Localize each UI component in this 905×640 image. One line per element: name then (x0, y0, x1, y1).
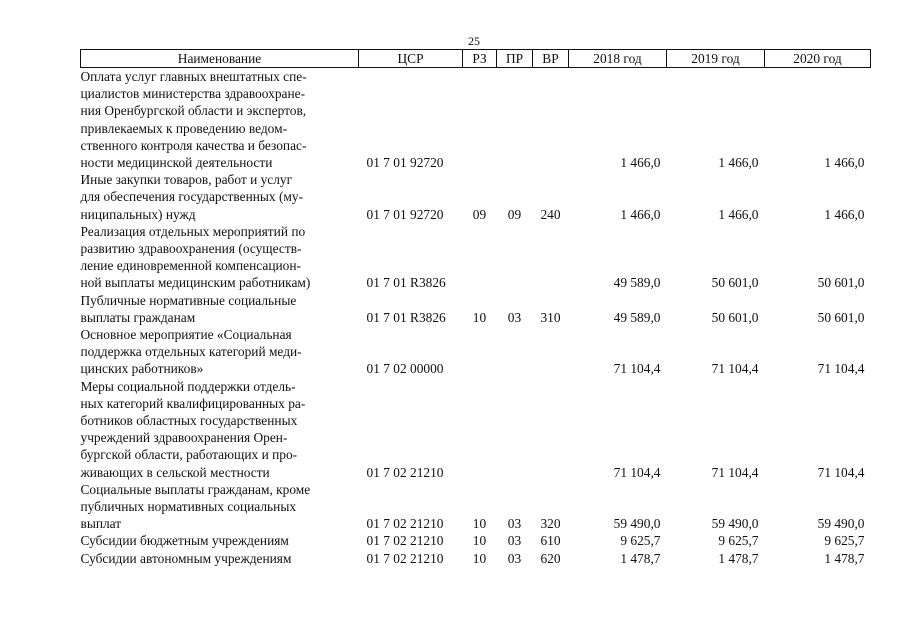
page-number: 25 (468, 34, 480, 48)
cell-y2020: 9 625,7 (824, 533, 865, 549)
cell-name-line: учреждений здравоохранения Орен- (80, 430, 288, 446)
cell-y2018: 1 478,7 (620, 550, 661, 566)
cell-name-line: Иные закупки товаров, работ и услуг (80, 172, 293, 188)
cell-name (81, 532, 359, 549)
cell-vr: 310 (540, 309, 561, 325)
cell-vr: 610 (540, 533, 561, 549)
cell-y2020: 1 466,0 (824, 155, 865, 171)
cell-y2020: 71 104,4 (817, 361, 865, 377)
cell-rz: 10 (472, 533, 487, 549)
cell-vr (533, 378, 569, 481)
cell-name-line: ности медицинской деятельности (80, 155, 273, 171)
cell-csr: 01 7 01 R3826 (366, 275, 446, 291)
cell-rz (463, 326, 497, 378)
cell-rz (463, 223, 497, 292)
cell-name-line: Оплата услуг главных внештатных спе- (80, 69, 307, 84)
cell-pr (497, 68, 533, 172)
cell-csr: 01 7 01 92720 (366, 206, 444, 222)
cell-vr (533, 326, 569, 378)
cell-csr: 01 7 02 21210 (366, 516, 444, 532)
table-row (81, 223, 871, 292)
header-rz: РЗ (463, 50, 497, 68)
cell-vr: 620 (540, 550, 561, 566)
table-row (81, 68, 871, 172)
table-row (81, 481, 871, 533)
table-row (81, 326, 871, 378)
cell-y2018: 49 589,0 (613, 309, 661, 325)
cell-rz: 10 (472, 550, 487, 566)
cell-y2019: 50 601,0 (711, 275, 759, 291)
table-row (81, 532, 871, 549)
cell-y2020: 1 478,7 (824, 550, 865, 566)
table-body (81, 68, 871, 567)
cell-name-line: Субсидии бюджетным учреждениям (80, 533, 289, 549)
cell-y2018: 49 589,0 (613, 275, 661, 291)
cell-name (81, 223, 359, 292)
header-name: Наименование (81, 50, 359, 68)
cell-name (81, 550, 359, 567)
cell-name-line: ниципальных) нужд (80, 206, 196, 222)
cell-y2020: 50 601,0 (817, 309, 865, 325)
cell-y2019: 59 490,0 (711, 516, 759, 532)
cell-name-line: Социальные выплаты гражданам, кроме (80, 481, 311, 497)
cell-y2020: 1 466,0 (824, 206, 865, 222)
cell-rz: 09 (472, 206, 487, 222)
cell-name-line: Основное мероприятие «Социальная (80, 327, 292, 343)
cell-name-line: выплат (80, 516, 122, 532)
cell-y2019: 9 625,7 (718, 533, 759, 549)
header-pr: ПР (497, 50, 533, 68)
cell-name-line: Субсидии автономным учреждениям (80, 550, 292, 566)
cell-pr: 03 (507, 309, 522, 325)
cell-pr: 03 (507, 550, 522, 566)
cell-rz (463, 378, 497, 481)
cell-name-line: выплаты гражданам (80, 309, 196, 325)
cell-name-line: Меры социальной поддержки отдель- (80, 378, 296, 394)
cell-y2018: 59 490,0 (613, 516, 661, 532)
cell-name (81, 378, 359, 481)
header-2019: 2019 год (667, 50, 765, 68)
header-vr: ВР (533, 50, 569, 68)
table-row (81, 292, 871, 326)
cell-csr: 01 7 01 R3826 (366, 309, 446, 325)
cell-name-line: ной выплаты медицинским работникам) (80, 275, 311, 291)
cell-name-line: ния Оренбургской области и экспертов, (80, 103, 307, 119)
table-header-row (81, 50, 871, 68)
cell-y2018: 1 466,0 (620, 206, 661, 222)
cell-vr (533, 223, 569, 292)
cell-pr: 03 (507, 533, 522, 549)
cell-y2018: 1 466,0 (620, 155, 661, 171)
cell-pr (497, 326, 533, 378)
cell-y2019: 71 104,4 (711, 464, 759, 480)
cell-csr: 01 7 02 00000 (366, 361, 444, 377)
cell-y2020: 50 601,0 (817, 275, 865, 291)
cell-name-line: Публичные нормативные социальные (80, 292, 297, 308)
cell-y2018: 9 625,7 (620, 533, 661, 549)
cell-y2019: 1 478,7 (718, 550, 759, 566)
cell-name-line: ление единовременной компенсацион- (80, 258, 301, 274)
table-row (81, 550, 871, 567)
cell-name (81, 292, 359, 326)
cell-rz (463, 68, 497, 172)
cell-pr: 09 (507, 206, 522, 222)
cell-name (81, 171, 359, 223)
cell-pr (497, 223, 533, 292)
cell-csr: 01 7 01 92720 (366, 155, 444, 171)
header-2020: 2020 год (765, 50, 871, 68)
table-row (81, 378, 871, 481)
cell-y2018: 71 104,4 (613, 464, 661, 480)
cell-csr: 01 7 02 21210 (366, 550, 444, 566)
cell-y2019: 1 466,0 (718, 155, 759, 171)
cell-name-line: живающих в сельской местности (80, 464, 270, 480)
cell-y2019: 50 601,0 (711, 309, 759, 325)
cell-name-line: Реализация отдельных мероприятий по (80, 223, 306, 239)
cell-csr: 01 7 02 21210 (366, 464, 444, 480)
cell-csr: 01 7 02 21210 (366, 533, 444, 549)
cell-name-line: цинских работников» (80, 361, 204, 377)
cell-name (81, 326, 359, 378)
cell-y2018: 71 104,4 (613, 361, 661, 377)
cell-name-line: для обеспечения государственных (му- (80, 189, 304, 205)
cell-vr (533, 68, 569, 172)
table-row (81, 171, 871, 223)
cell-name-line: ственного контроля качества и безопас- (80, 137, 307, 153)
header-csr: ЦСР (359, 50, 463, 68)
cell-name (81, 68, 359, 172)
cell-name (81, 481, 359, 533)
cell-pr: 03 (507, 516, 522, 532)
cell-name-line: привлекаемых к проведению ведом- (80, 120, 288, 136)
budget-table (80, 49, 871, 567)
cell-pr (497, 378, 533, 481)
cell-name-line: бургской области, работающих и про- (80, 447, 298, 463)
cell-y2019: 71 104,4 (711, 361, 759, 377)
cell-vr: 320 (540, 516, 561, 532)
cell-name-line: развитию здравоохранения (осуществ- (80, 241, 302, 257)
cell-rz: 10 (472, 516, 487, 532)
header-2018: 2018 год (569, 50, 667, 68)
cell-name-line: поддержка отдельных категорий меди- (80, 344, 302, 360)
cell-y2019: 1 466,0 (718, 206, 759, 222)
cell-name-line: циалистов министерства здравоохране- (80, 86, 306, 102)
cell-name-line: ботников областных государственных (80, 413, 298, 429)
cell-y2020: 59 490,0 (817, 516, 865, 532)
cell-rz: 10 (472, 309, 487, 325)
cell-y2020: 71 104,4 (817, 464, 865, 480)
cell-name-line: публичных нормативных социальных (80, 499, 297, 515)
cell-name-line: ных категорий квалифицированных ра- (80, 395, 306, 411)
cell-vr: 240 (540, 206, 561, 222)
